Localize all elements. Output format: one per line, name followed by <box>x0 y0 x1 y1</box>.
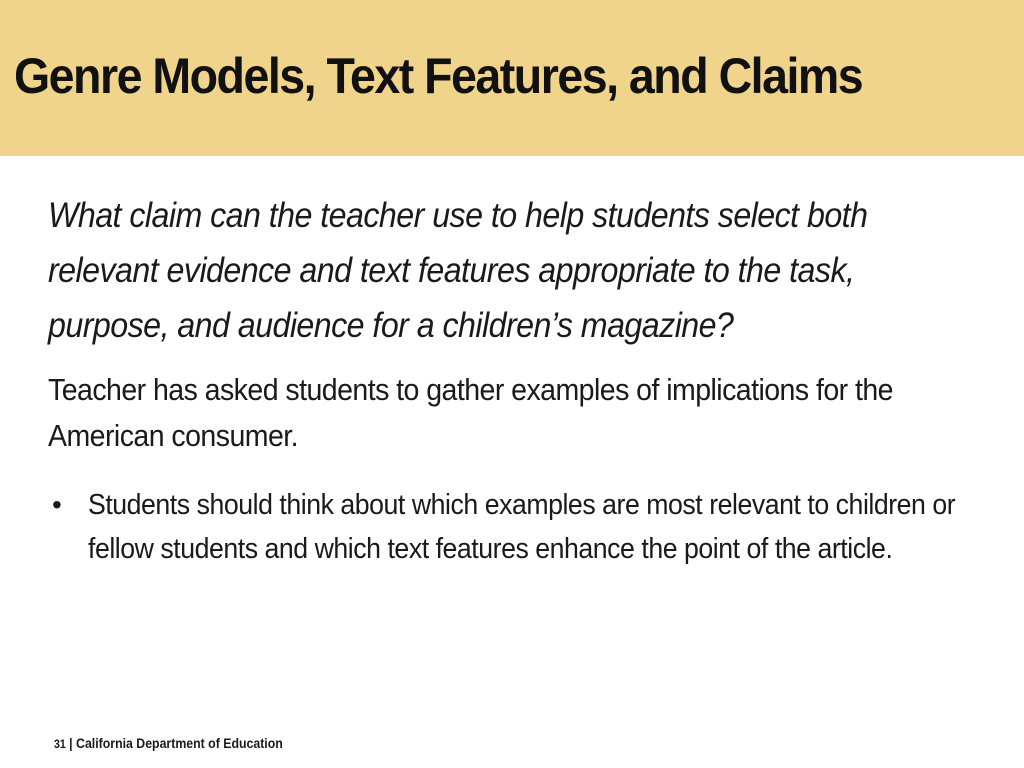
bullet-icon: • <box>52 489 62 520</box>
footer-separator: | <box>69 735 73 751</box>
bullet-text: Students should think about which examples are most relevant to children or fellow students and which text features enhance the point of the article. <box>88 489 956 565</box>
footer-organization: California Department of Education <box>76 735 283 751</box>
slide-body <box>48 188 983 571</box>
bullet-item <box>48 483 983 571</box>
page-number: 31 <box>54 737 66 751</box>
footer <box>54 733 283 754</box>
question-text: What claim can the teacher use to help students select both relevant evidence and text features appropriate to the task, purpose, and audience for a children’s magazine? <box>48 196 868 345</box>
bullet-list <box>48 483 983 571</box>
statement-text: Teacher has asked students to gather examples of implications for the American consumer. <box>48 372 893 453</box>
title-band <box>0 0 1024 156</box>
slide-title: Genre Models, Text Features, and Claims <box>14 48 863 104</box>
